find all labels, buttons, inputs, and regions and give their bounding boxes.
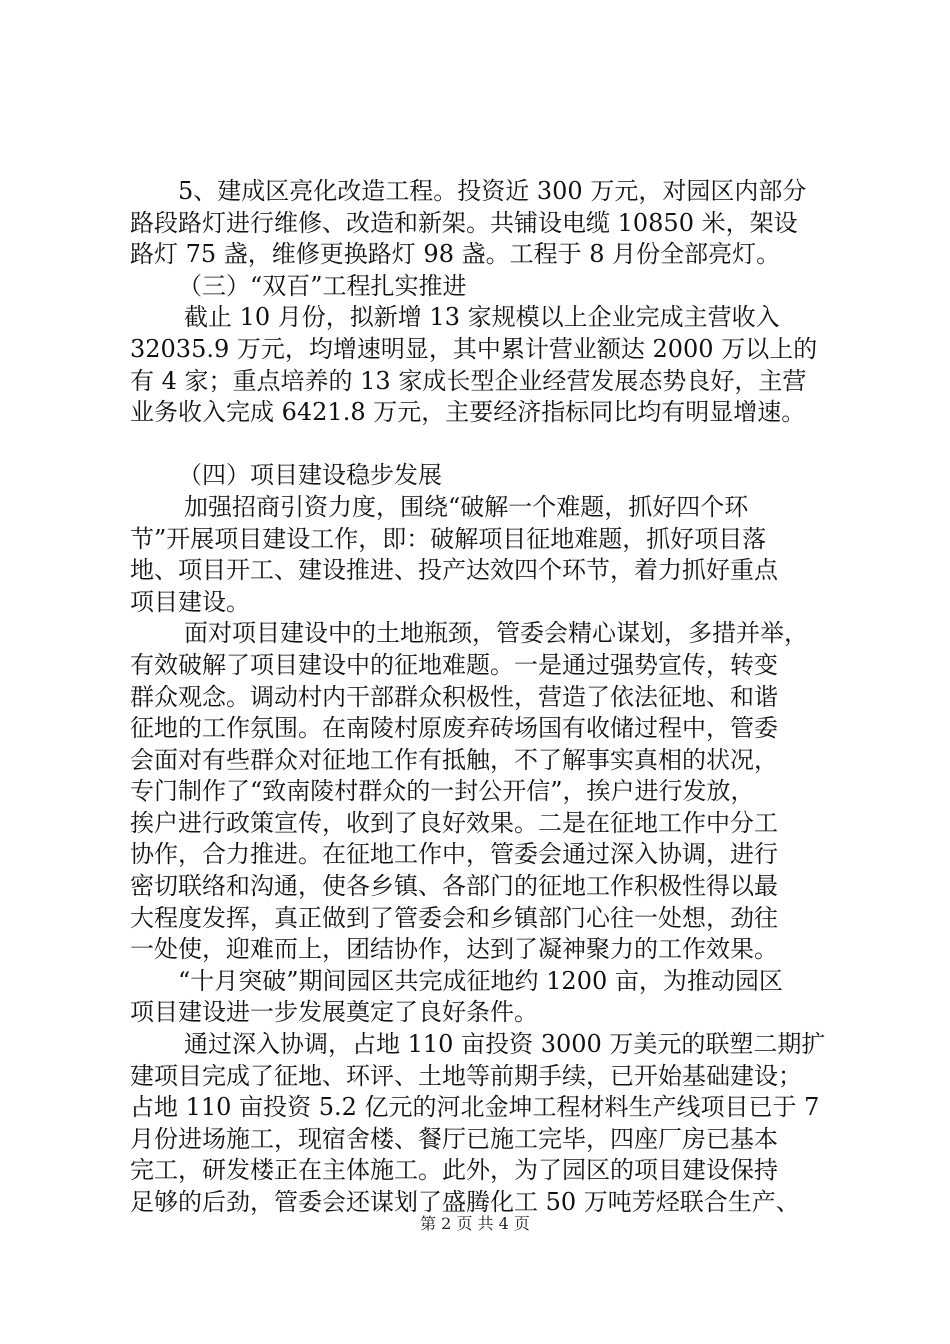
page-number-label: 第 2 页 共 4 页 [420, 1214, 530, 1233]
blank-line [130, 429, 830, 461]
paragraph-line: 项目建设。 [130, 587, 250, 616]
page-footer [0, 1214, 950, 1234]
paragraph-line: 业务收入完成 6421.8 万元，主要经济指标同比均有明显增速。 [130, 398, 806, 427]
paragraph-line: 月份进场施工，现宿舍楼、餐厅已施工完毕，四座厂房已基本 [130, 1124, 778, 1153]
paragraph-line: 征地的工作氛围。在南陵村原废弃砖场国有收储过程中，管委 [130, 714, 778, 743]
paragraph-line: 有效破解了项目建设中的征地难题。一是通过强势宣传，转变 [130, 650, 778, 679]
paragraph-line: 32035.9 万元，均增速明显，其中累计营业额达 2000 万以上的 [130, 334, 818, 363]
paragraph-line: 节”开展项目建设工作，即：破解项目征地难题，抓好项目落 [130, 524, 767, 553]
paragraph-line: 完工，研发楼正在主体施工。此外，为了园区的项目建设保持 [130, 1156, 778, 1185]
paragraph-line: 项目建设进一步发展奠定了良好条件。 [130, 998, 538, 1027]
paragraph-line: 协作，合力推进。在征地工作中，管委会通过深入协调，进行 [130, 840, 778, 869]
paragraph-line: 有 4 家；重点培养的 13 家成长型企业经营发展态势良好，主营 [130, 366, 807, 395]
paragraph-line: 一处使，迎难而上，团结协作，达到了凝神聚力的工作效果。 [130, 935, 778, 964]
paragraph-line: 挨户进行政策宣传，收到了良好效果。二是在征地工作中分工 [130, 808, 778, 837]
paragraph-line: “十月突破”期间园区共完成征地约 1200 亩，为推动园区 [178, 966, 783, 995]
paragraph-line: 专门制作了“致南陵村群众的一封公开信”，挨户进行发放， [130, 777, 755, 806]
paragraph-line: 5、建成区亮化改造工程。投资近 300 万元，对园区内部分 [178, 177, 807, 205]
paragraph-line: 地、项目开工、建设推进、投产达效四个环节，着力抓好重点 [130, 556, 778, 585]
paragraph-line: 占地 110 亩投资 5.2 亿元的河北金坤工程材料生产线项目已于 7 [130, 1093, 820, 1122]
paragraph-line: 面对项目建设中的土地瓶颈，管委会精心谋划，多措并举， [184, 619, 808, 648]
paragraph-line: 会面对有些群众对征地工作有抵触，不了解事实真相的状况， [130, 745, 778, 774]
document-body [130, 176, 830, 1219]
paragraph-line: 群众观念。调动村内干部群众积极性，营造了依法征地、和谐 [130, 682, 778, 711]
paragraph-line: 通过深入协调，占地 110 亩投资 3000 万美元的联塑二期扩 [184, 1030, 826, 1059]
paragraph-line: 加强招商引资力度，围绕“破解一个难题，抓好四个环 [184, 492, 749, 521]
paragraph-line: 建项目完成了征地、环评、土地等前期手续，已开始基础建设； [130, 1061, 802, 1090]
paragraph-line: 路段路灯进行维修、改造和新架。共铺设电缆 10850 米，架设 [130, 208, 798, 237]
paragraph-line: 大程度发挥，真正做到了管委会和乡镇部门心往一处想，劲往 [130, 903, 778, 932]
paragraph-line: 截止 10 月份，拟新增 13 家规模以上企业完成主营收入 [184, 303, 780, 332]
paragraph-line: 足够的后劲，管委会还谋划了盛腾化工 50 万吨芳烃联合生产、 [130, 1188, 800, 1216]
section-heading: （三）“双百”工程扎实推进 [178, 271, 467, 300]
section-heading: （四）项目建设稳步发展 [178, 461, 442, 490]
paragraph-line: 路灯 75 盏，维修更换路灯 98 盏。工程于 8 月份全部亮灯。 [130, 240, 781, 269]
paragraph-line: 密切联络和沟通，使各乡镇、各部门的征地工作积极性得以最 [130, 872, 778, 901]
